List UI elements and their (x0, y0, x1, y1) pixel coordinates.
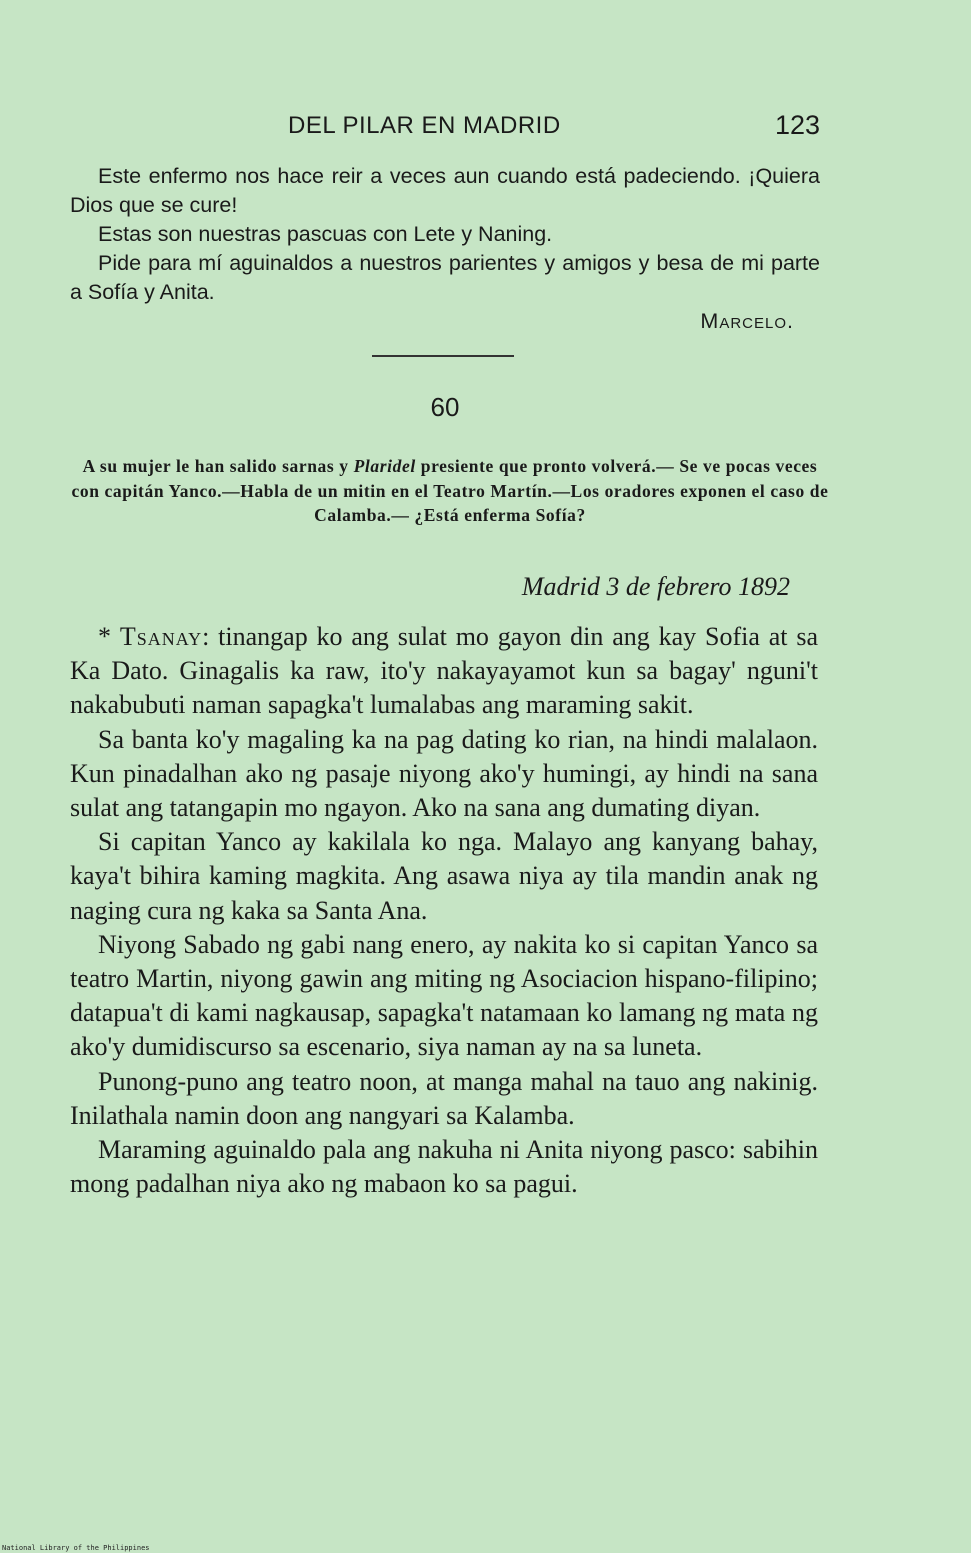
summary-text: A su mujer le han salido sarnas y (82, 456, 354, 476)
library-credit: National Library of the Philippines (2, 1544, 150, 1552)
letter-summary (70, 454, 830, 528)
letter-body (70, 620, 818, 1201)
signature: Marcelo. (700, 309, 794, 333)
paragraph-text: : tinangap ko ang sulat mo gayon din ang kay Sofia at sa Ka Dato. Ginagalis ka raw, ito'y nakayayamot kun sa bagay' nguni't nakabubuti naman sapagka't lumalabas ang maraming sakit. (70, 622, 818, 720)
summary-italic-name: Plaridel (353, 456, 416, 476)
dateline: Madrid 3 de febrero 1892 (521, 572, 790, 601)
paragraph: Maraming aguinaldo pala ang nakuha ni Anita niyong pasco: sabihin mong padalhan niya ako ng mabaon ko sa pagui. (70, 1135, 818, 1199)
summary-text: presiente que pronto volverá.— Se ve pocas veces con capitán Yanco.—Habla de un mitin en el Teatro Martín.—Los oradores exponen el caso de Calamba.— ¿Está enferma Sofía? (71, 456, 829, 525)
page-header (70, 108, 820, 144)
page-number: 123 (774, 110, 820, 140)
footnote-mark: * (98, 622, 120, 651)
paragraph: Niyong Sabado ng gabi nang enero, ay nakita ko si capitan Yanco sa teatro Martin, niyong gawin ang miting ng Asociacion hispano-filipino; datapua't di kami nagkausap, sapagka't natamaan ko lamang ng mata ng ako'y dumidiscurso sa escenario, siya naman ay na sa luneta. (70, 929, 818, 1062)
letter-number: 60 (430, 392, 460, 422)
opening-paragraph (70, 620, 818, 723)
section-divider (372, 355, 514, 357)
paragraph: Estas son nuestras pascuas con Lete y Naning. (98, 222, 553, 246)
paragraph: Este enfermo nos hace reir a veces aun cuando está padeciendo. ¡Quiera Dios que se cure! (70, 164, 820, 217)
paragraph: Punong-puno ang teatro noon, at manga mahal na tauo ang nakinig. Inilathala namin doon ang nangyari sa Kalamba. (70, 1066, 818, 1130)
paragraph: Pide para mí aguinaldos a nuestros parientes y amigos y besa de mi parte a Sofía y Anita. (70, 251, 820, 304)
previous-letter-ending (70, 162, 820, 336)
running-head: DEL PILAR EN MADRID (288, 112, 561, 139)
addressee: Tsanay (119, 622, 203, 651)
paragraph: Si capitan Yanco ay kakilala ko nga. Malayo ang kanyang bahay, kaya't bihira kaming magkita. Ang asawa niya ay tila mandin anak ng naging cura ng kaka sa Santa Ana. (70, 827, 818, 925)
paragraph: Sa banta ko'y magaling ka na pag dating ko rian, na hindi malalaon. Kun pinadalhan ako ng pasaje niyong ako'y humingi, ay hindi na sana sulat ang tatangapin mo ngayon. Ako na sana ang dumating diyan. (70, 724, 818, 823)
